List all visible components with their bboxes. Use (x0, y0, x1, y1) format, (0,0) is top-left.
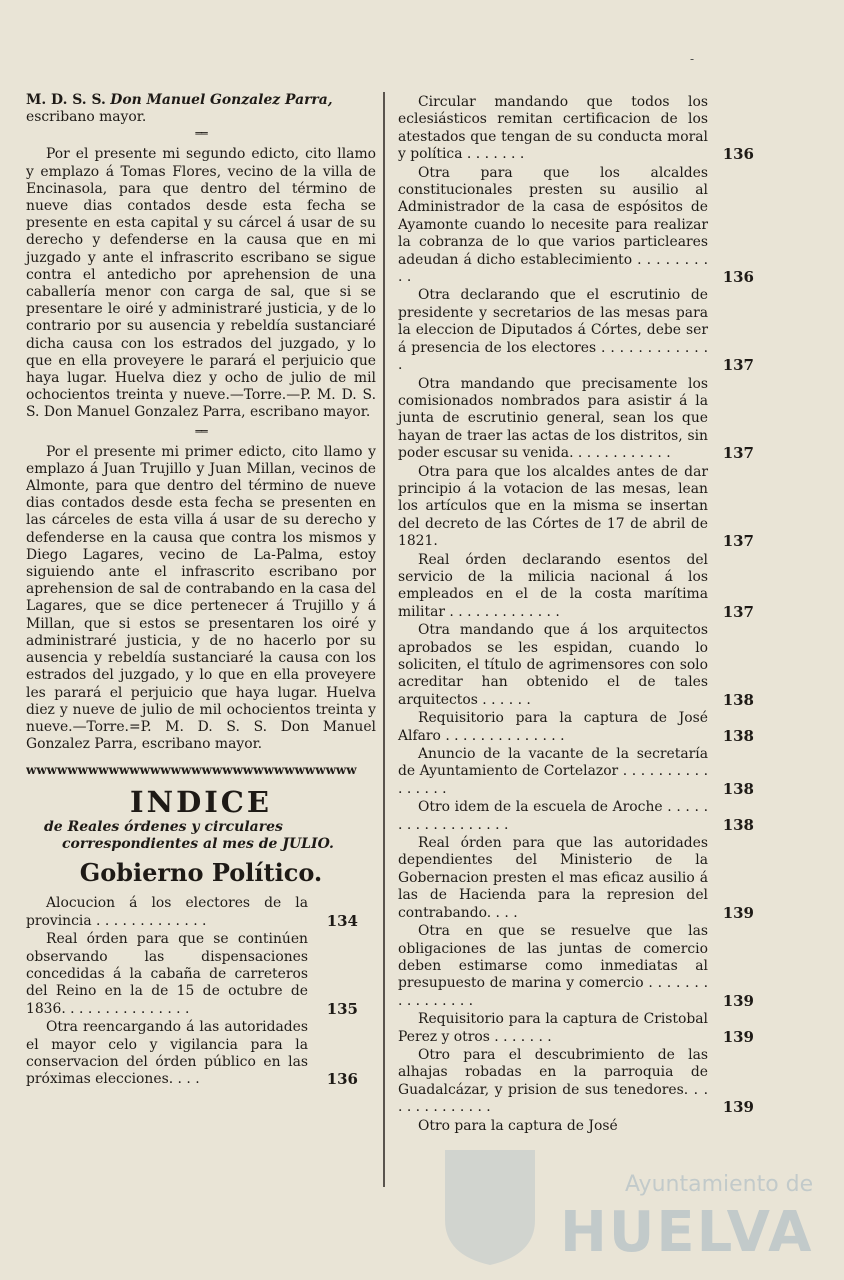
index-entry: Circular mandando que todos los eclesiásticos remitan certificacion de los atestados que tengan de su conducta moral y política . . . . . . . 136 (398, 94, 754, 164)
page-number: 138 (722, 779, 754, 798)
section-heading: Gobierno Político. (79, 858, 323, 888)
index-entry: Otra mandando que á los arquitectos aprobados se les espidan, cuando lo soliciten, el título de agrimensores con solo acreditar han obtenido el de tales arquitectos . . . . . . 138 (398, 622, 754, 709)
index-entry: Otro para el descubrimiento de las alhajas robadas en la parroquia de Guadalcázar, y prision de sus tenedores. . . . . . . . . . . . . . 139 (398, 1046, 754, 1117)
watermark-caption: Ayuntamiento de (625, 1172, 814, 1197)
separator: ══ (195, 127, 207, 141)
index-entry: Otra para que los alcaldes constitucionales presten su ausilio al Administrador de la casa de espósitos de Ayamonte cuando lo necesite para realizar la cobranza de lo que varios particleares adeudan á dicho establecimiento . . . . . . . . . . 136 (398, 164, 754, 287)
ornamental-border: ᴡᴡᴡᴡᴡᴡᴡᴡᴡᴡᴡᴡᴡᴡᴡᴡᴡᴡᴡᴡᴡᴡᴡᴡᴡᴡᴡᴡᴡᴡᴡᴡ (26, 763, 357, 778)
index-entry: Otra reencargando á las autoridades el mayor celo y vigilancia para la conservacion del órden público en las próximas elecciones. . . . 136 (26, 1019, 358, 1089)
index-subtitle: de Reales órdenes y circulares correspondientes al mes de JULIO. (44, 819, 334, 853)
signature-1 (26, 92, 376, 126)
index-entry: Otro para la captura de José (418, 1117, 618, 1134)
edict-1: Por el presente mi segundo edicto, cito llamo y emplazo á Tomas Flores, vecino de la villa de Encinasola, para que dentro del término de nueve dias contados desde esta fecha se presente en esta capital y su cárcel á usar de su derecho y defenderse en la causa que en mi juzgado y ante el infrascrito escribano se sigue contra el antedicho por aprehension de una caballería menor con carga de sal, que si se presentare le oiré y administraré justicia, y de lo contrario por su ausencia y rebeldía sustanciaré dicha causa con los estrados del juzgado, y lo que en ella proveyere le parará el perjuicio que haya lugar. Huelva diez y ocho de julio de mil ochocientos treinta y nueve.—Torre.—P. M. D. S. S. Don Manuel Gonzalez Parra, escribano mayor. (26, 146, 376, 421)
index-title: INDICE (130, 785, 272, 820)
page-number: 137 (722, 444, 754, 463)
page-mark: - (690, 52, 695, 66)
page-number: 137 (722, 602, 754, 621)
index-entry: Otra declarando que el escrutinio de presidente y secretarios de las mesas para la eleccion de Diputados á Córtes, debe ser á presencia de los electores . . . . . . . . . . . . . 137 (398, 287, 754, 375)
page-number: 136 (722, 145, 754, 164)
page-number: 136 (722, 268, 754, 287)
page-number: 139 (722, 991, 754, 1010)
index-entry: Real órden para que las autoridades dependientes del Ministerio de la Gobernacion presten el mas eficaz ausilio á las de Hacienda para la represion del contrabando. . . . 139 (398, 835, 754, 922)
page-number: 139 (722, 1027, 754, 1046)
index-entry: Alocucion á los electores de la provincia . . . . . . . . . . . . . 134 (26, 895, 358, 930)
edict-2: Por el presente mi primer edicto, cito llamo y emplazo á Juan Trujillo y Juan Millan, vecinos de Almonte, para que dentro del término de nueve dias contados desde esta fecha se presenten en las cárceles de esta villa á usar de su derecho y defenderse en la causa que contra los mismos y Diego Lagares, vecino de La-Palma, estoy siguiendo ante el infrascrito escribano por aprehension de sal de contrabando en la casa del Lagares, que se dice pertenecer á Trujillo y á Millan, que si estos se presentaren los oiré y administraré justicia, y de no hacerlo por su ausencia y rebeldía sustanciaré la causa con los estrados del juzgado, y lo que en ella proveyere les parará el perjuicio que haya lugar. Huelva diez y nueve de julio de mil ochocientos treinta y nueve.—Torre.=P. M. D. S. S. Don Manuel Gonzalez Parra, escribano mayor. (26, 443, 376, 753)
page-number: 139 (722, 903, 754, 922)
page-number: 136 (326, 1070, 358, 1089)
index-entry: Real órden para que se continúen observando las dispensaciones concedidas á la cabaña de carreteros del Reino en la de 15 de octubre de 1836. . . . . . . . . . . . . . . 135 (26, 931, 358, 1018)
page-number: 134 (326, 911, 358, 930)
watermark-text: HUELVA (560, 1200, 814, 1265)
index-entry: Requisitorio para la captura de Cristobal Perez y otros . . . . . . . 139 (398, 1011, 754, 1046)
column-divider (383, 92, 385, 1187)
page-number: 138 (722, 690, 754, 709)
index-entry: Otro idem de la escuela de Aroche . . . . . . . . . . . . . . . . . . 138 (398, 799, 754, 834)
sig-title: escribano mayor. (26, 109, 147, 126)
sig-name: Don Manuel Gonzalez Parra, (110, 92, 333, 108)
index-entry: Real órden declarando esentos del servicio de la milicia nacional á los empleados en el de la costa marítima militar . . . . . . . . . . . . . 137 (398, 551, 754, 621)
separator: ══ (195, 424, 207, 438)
index-entry: Otra mandando que precisamente los comisionados nombrados para asistir á la junta de escrutinio general, sean los que hayan de traer las actas de los distritos, sin poder escusar su venida. . . . . . . . . . . . 137 (398, 375, 754, 463)
page-number: 135 (326, 999, 358, 1018)
index-entry: Otra para que los alcaldes antes de dar principio á la votacion de las mesas, lean los artículos que en la misma se insertan del decreto de las Córtes de 17 de abril de 1821. 137 (398, 463, 754, 551)
sig-initials: M. D. S. S. (26, 92, 106, 108)
index-entry: Anuncio de la vacante de la secretaría de Ayuntamiento de Cortelazor . . . . . . . . . . . . . . . . 138 (398, 746, 754, 798)
page-number: 138 (722, 815, 754, 834)
page-number: 137 (722, 356, 754, 375)
page-number: 138 (722, 726, 754, 745)
left-column (26, 92, 376, 1090)
right-column (398, 94, 754, 1136)
index-entry: Otra en que se resuelve que las obligaciones de las juntas de comercio deben estimarse como inmediatas al presupuesto de marina y comercio . . . . . . . . . . . . . . . . 139 (398, 923, 754, 1010)
page-number: 139 (722, 1098, 754, 1117)
page-number: 137 (722, 532, 754, 551)
index-entry: Requisitorio para la captura de José Alfaro . . . . . . . . . . . . . . 138 (398, 710, 754, 745)
